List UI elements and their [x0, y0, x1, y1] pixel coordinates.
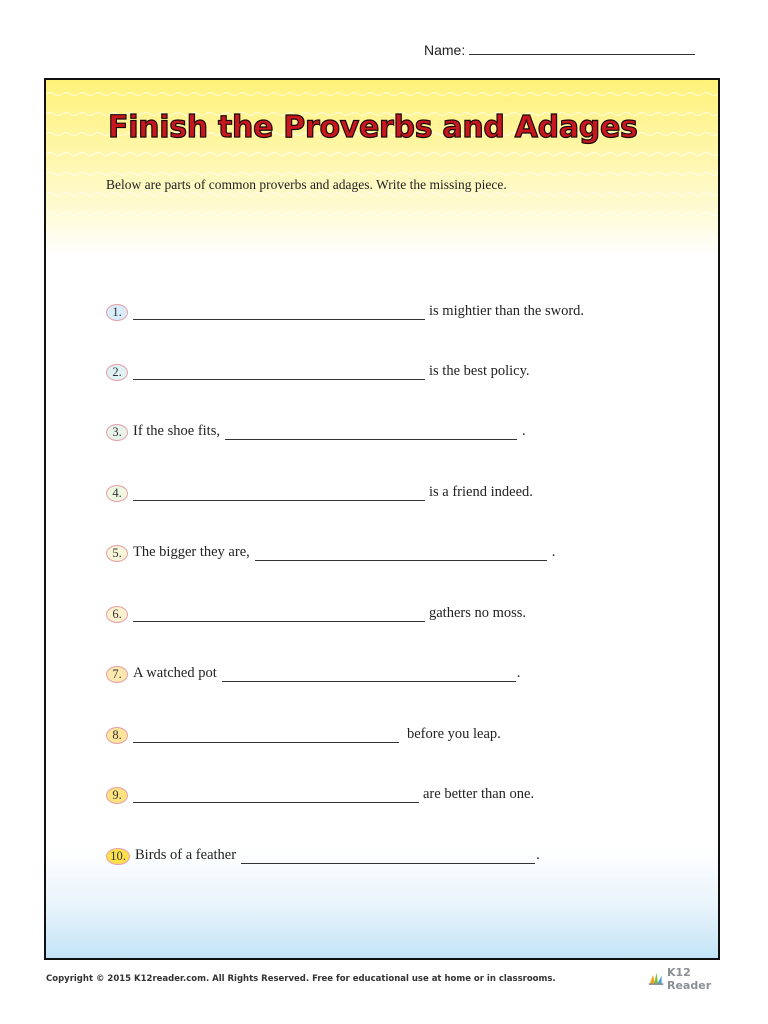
item-number-badge: 8. — [106, 727, 128, 744]
wave-pattern-decoration — [46, 86, 718, 236]
proverb-item — [106, 600, 526, 622]
name-label: Name: — [424, 42, 466, 58]
proverb-ending: . — [536, 847, 540, 863]
proverb-beginning: The bigger they are, — [133, 544, 250, 560]
item-number-badge: 6. — [106, 606, 128, 623]
answer-blank[interactable] — [133, 365, 425, 380]
k12-reader-logo-icon — [648, 971, 665, 987]
answer-blank[interactable] — [222, 667, 516, 682]
proverb-item — [106, 539, 555, 561]
answer-blank[interactable] — [133, 305, 425, 320]
proverb-ending: is a friend indeed. — [429, 484, 533, 500]
answer-blank[interactable] — [133, 607, 425, 622]
proverb-item — [106, 721, 501, 743]
proverb-ending: before you leap. — [407, 726, 501, 742]
answer-blank[interactable] — [133, 728, 399, 743]
item-number-badge: 10. — [106, 848, 130, 865]
proverb-item — [106, 298, 584, 320]
item-number-badge: 7. — [106, 666, 128, 683]
brand-name: K12 Reader — [667, 966, 712, 992]
answer-blank[interactable] — [255, 546, 547, 561]
proverb-ending: . — [516, 665, 521, 681]
proverb-ending: . — [551, 544, 556, 560]
item-number-badge: 5. — [106, 545, 128, 562]
proverb-item — [106, 660, 520, 682]
proverb-ending: . — [521, 423, 526, 439]
proverb-item — [106, 418, 526, 440]
proverb-ending: is mightier than the sword. — [429, 303, 585, 319]
page-title: Finish the Proverbs and Adages — [108, 110, 638, 145]
proverb-beginning: If the shoe fits, — [133, 423, 220, 439]
proverb-ending: are better than one. — [423, 786, 535, 802]
item-number-badge: 3. — [106, 424, 128, 441]
proverb-ending: is the best policy. — [429, 363, 530, 379]
proverb-beginning: A watched pot — [133, 665, 217, 681]
worksheet-frame — [44, 78, 720, 960]
name-blank[interactable] — [469, 42, 695, 55]
answer-blank[interactable] — [225, 425, 517, 440]
proverb-item — [106, 781, 534, 803]
item-number-badge: 4. — [106, 485, 128, 502]
answer-blank[interactable] — [133, 788, 419, 803]
name-field[interactable] — [424, 42, 695, 58]
proverb-item — [106, 842, 540, 864]
proverb-item — [106, 358, 530, 380]
item-number-badge: 2. — [106, 364, 128, 381]
proverb-beginning: Birds of a feather — [135, 847, 237, 863]
instructions: Below are parts of common proverbs and adages. Write the missing piece. — [106, 177, 507, 192]
k12-reader-logo — [648, 968, 728, 990]
copyright-notice: Copyright © 2015 K12reader.com. All Rights Reserved. Free for educational use at home or in classrooms. — [46, 974, 556, 984]
answer-blank[interactable] — [133, 486, 425, 501]
proverb-item — [106, 479, 533, 501]
item-number-badge: 9. — [106, 787, 128, 804]
item-number-badge: 1. — [106, 304, 128, 321]
proverb-ending: gathers no moss. — [429, 605, 527, 621]
answer-blank[interactable] — [241, 849, 535, 864]
